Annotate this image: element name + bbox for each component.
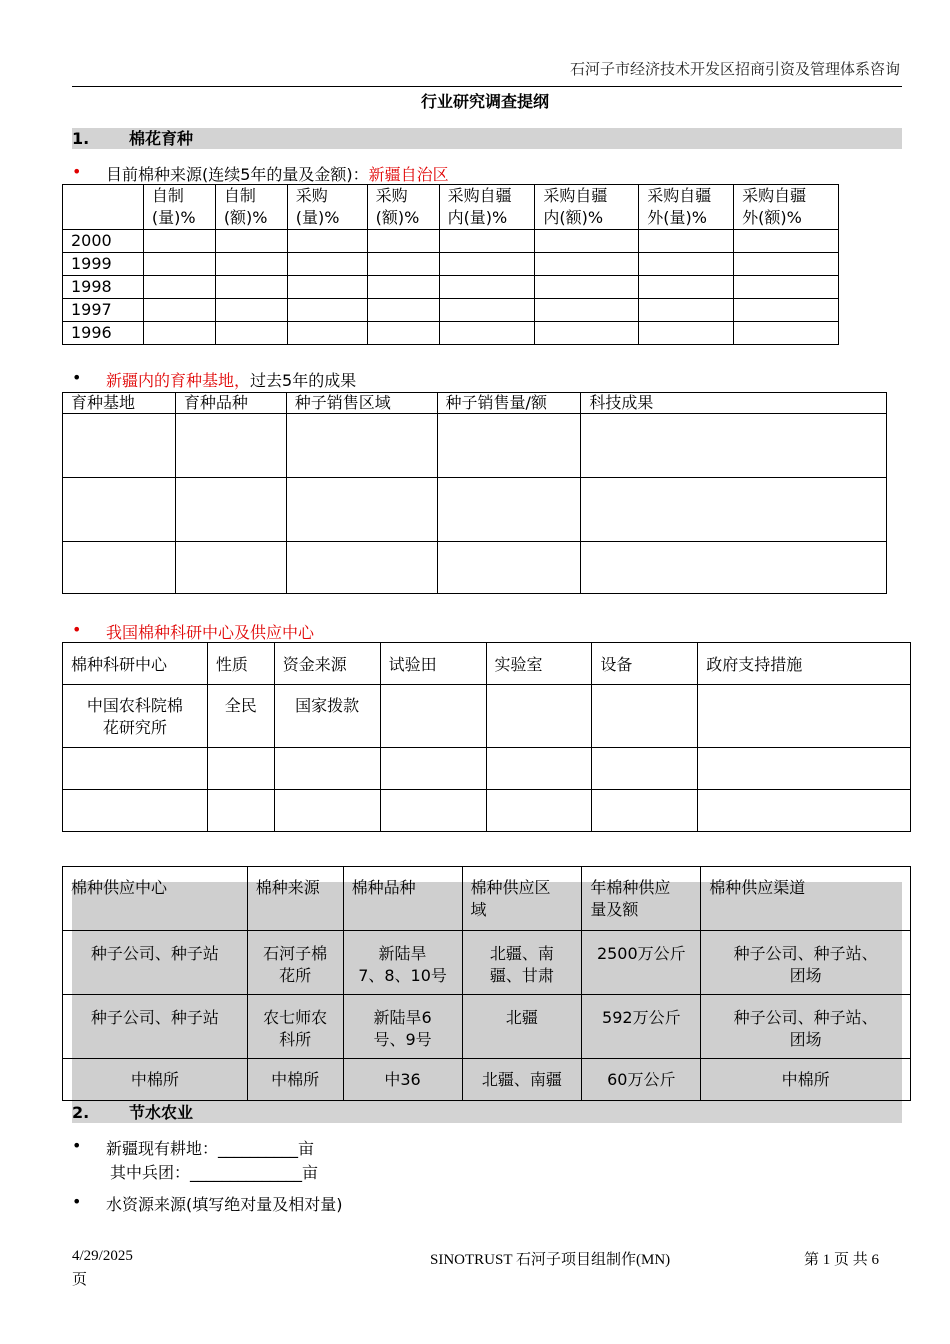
table-header-cell: 采购 (额)% bbox=[367, 185, 439, 230]
supply-center-table bbox=[62, 866, 911, 1101]
table-header-cell: 棉种来源 bbox=[247, 867, 343, 931]
header-org-title: 石河子市经济技术开发区招商引资及管理体系咨询 bbox=[569, 62, 900, 78]
table-header-cell: 棉种供应渠道 bbox=[701, 867, 911, 931]
table-cell: 中棉所 bbox=[701, 1059, 911, 1101]
bullet-breeding-bases-highlight: 新疆内的育种基地， bbox=[106, 371, 251, 390]
table-row bbox=[63, 790, 911, 832]
table-cell: 国家拨款 bbox=[274, 685, 380, 748]
bullet-icon: • bbox=[72, 368, 82, 387]
research-center-table bbox=[62, 642, 911, 832]
table-row bbox=[63, 322, 839, 345]
table-cell: 中36 bbox=[343, 1059, 462, 1101]
table-header-cell: 政府支持措施 bbox=[698, 643, 911, 685]
bullet-icon: • bbox=[72, 1192, 82, 1211]
table-cell: 种子公司、种子站、 团场 bbox=[701, 931, 911, 995]
year-cell: 1999 bbox=[63, 253, 144, 276]
table-cell: 592万公斤 bbox=[582, 995, 701, 1059]
table-header-cell: 试验田 bbox=[380, 643, 486, 685]
table-header-row bbox=[63, 643, 911, 685]
footer-page-cont: 页 bbox=[72, 1272, 88, 1288]
year-cell: 1996 bbox=[63, 322, 144, 345]
table-row bbox=[63, 931, 911, 995]
section-2-title: 节水农业 bbox=[129, 1103, 194, 1122]
bullet-seed-source-text: 目前棉种来源(连续5年的量及金额)： bbox=[106, 165, 369, 184]
document-title: 行业研究调查提纲 bbox=[420, 92, 549, 111]
footer-page: 第 1 页 共 6 bbox=[804, 1252, 880, 1268]
table-cell: 全民 bbox=[207, 685, 274, 748]
table-cell: 中国农科院棉 花研究所 bbox=[63, 685, 208, 748]
bullet-seed-source bbox=[72, 162, 772, 184]
table-cell: 北疆 bbox=[462, 995, 582, 1059]
table-row bbox=[63, 542, 887, 594]
table-header-cell: 实验室 bbox=[486, 643, 592, 685]
table-header-cell bbox=[63, 185, 144, 230]
table-header-cell: 种子销售量/额 bbox=[437, 393, 581, 414]
section-1-title: 棉花育种 bbox=[129, 129, 194, 148]
table-header-cell: 科技成果 bbox=[581, 393, 887, 414]
table-header-cell: 自制 (额)% bbox=[215, 185, 287, 230]
table-row bbox=[63, 478, 887, 542]
farmland-line-1: 新疆现有耕地：__________亩 bbox=[106, 1139, 315, 1158]
table-header-cell: 采购自疆 内(量)% bbox=[439, 185, 535, 230]
footer-center: SINOTRUST 石河子项目组制作(MN) bbox=[430, 1252, 671, 1268]
table-header-row bbox=[63, 185, 839, 230]
bullet-research-centers-text: 我国棉种科研中心及供应中心 bbox=[106, 623, 315, 642]
table-cell: 北疆、南疆 bbox=[462, 1059, 582, 1101]
table-row bbox=[63, 685, 911, 748]
table-header-row bbox=[63, 393, 887, 414]
table-header-cell: 育种基地 bbox=[63, 393, 176, 414]
bullet-breeding-bases-text: 过去5年的成果 bbox=[250, 371, 357, 390]
bullet-icon: • bbox=[72, 162, 82, 181]
table-header-cell: 自制 (量)% bbox=[143, 185, 215, 230]
table-row bbox=[63, 748, 911, 790]
table-header-cell: 育种品种 bbox=[175, 393, 286, 414]
table-header-cell: 年棉种供应 量及额 bbox=[582, 867, 701, 931]
bullet-research-centers bbox=[72, 620, 772, 642]
table-cell: 新陆旱6 号、9号 bbox=[343, 995, 462, 1059]
table-header-cell: 采购自疆 内(额)% bbox=[535, 185, 639, 230]
table-cell: 种子公司、种子站 bbox=[63, 995, 248, 1059]
water-source-text: 水资源来源(填写绝对量及相对量) bbox=[106, 1195, 343, 1214]
seed-source-table bbox=[62, 184, 839, 345]
bullet-farmland bbox=[72, 1136, 772, 1184]
table-cell: 新陆旱 7、8、10号 bbox=[343, 931, 462, 995]
section-1-heading bbox=[72, 128, 902, 149]
year-cell: 2000 bbox=[63, 230, 144, 253]
table-header-cell: 棉种供应中心 bbox=[63, 867, 248, 931]
table-cell: 农七师农 科所 bbox=[247, 995, 343, 1059]
table-cell: 中棉所 bbox=[247, 1059, 343, 1101]
table-header-cell: 资金来源 bbox=[274, 643, 380, 685]
footer-date: 4/29/2025 bbox=[72, 1248, 133, 1264]
table-row bbox=[63, 230, 839, 253]
farmland-line-2: 其中兵团：______________亩 bbox=[110, 1163, 319, 1182]
bullet-water-source bbox=[72, 1192, 772, 1214]
table-row bbox=[63, 414, 887, 478]
table-header-cell: 性质 bbox=[207, 643, 274, 685]
table-header-cell: 棉种品种 bbox=[343, 867, 462, 931]
bullet-icon: • bbox=[72, 1136, 82, 1155]
table-header-cell: 采购自疆 外(量)% bbox=[639, 185, 734, 230]
table-header-row bbox=[63, 867, 911, 931]
table-cell: 60万公斤 bbox=[582, 1059, 701, 1101]
header-divider bbox=[72, 86, 902, 87]
bullet-breeding-bases bbox=[72, 368, 772, 390]
section-1-number: 1. bbox=[72, 129, 90, 148]
section-2-number: 2. bbox=[72, 1103, 90, 1122]
table-header-cell: 种子销售区域 bbox=[286, 393, 437, 414]
table-row bbox=[63, 1059, 911, 1101]
table-cell: 2500万公斤 bbox=[582, 931, 701, 995]
year-cell: 1998 bbox=[63, 276, 144, 299]
table-cell: 中棉所 bbox=[63, 1059, 248, 1101]
table-cell: 种子公司、种子站 bbox=[63, 931, 248, 995]
table-cell: 北疆、南 疆、甘肃 bbox=[462, 931, 582, 995]
table-cell: 石河子棉 花所 bbox=[247, 931, 343, 995]
table-cell: 种子公司、种子站、 团场 bbox=[701, 995, 911, 1059]
table-row bbox=[63, 995, 911, 1059]
table-row bbox=[63, 253, 839, 276]
table-row bbox=[63, 299, 839, 322]
breeding-base-table bbox=[62, 392, 887, 594]
bullet-icon: • bbox=[72, 620, 82, 639]
table-header-cell: 设备 bbox=[592, 643, 698, 685]
bullet-seed-source-highlight: 新疆自治区 bbox=[368, 165, 449, 184]
table-row bbox=[63, 276, 839, 299]
table-header-cell: 采购 (量)% bbox=[287, 185, 367, 230]
section-2-heading bbox=[72, 1102, 902, 1123]
table-header-cell: 棉种供应区 域 bbox=[462, 867, 582, 931]
year-cell: 1997 bbox=[63, 299, 144, 322]
table-header-cell: 棉种科研中心 bbox=[63, 643, 208, 685]
table-header-cell: 采购自疆 外(额)% bbox=[734, 185, 839, 230]
